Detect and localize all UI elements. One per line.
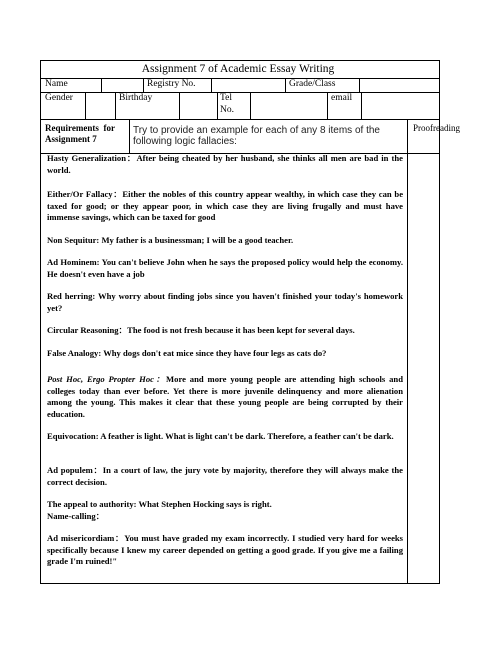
sheet-title: Assignment 7 of Academic Essay Writing <box>41 61 439 79</box>
proofreading-header: Proofreading <box>413 123 460 133</box>
requirements-text: Try to provide an example for each of any 8 items of the following logic fallacies: <box>133 125 380 147</box>
fallacy-item: Name-calling： <box>47 511 105 521</box>
fallacy-item: Either/Or Fallacy：Either the nobles of this country appear wealthy, in which case they can be taxed for good; or they appear poor, in which case they are living frugally and must have immense savings, which can be taxed for good <box>47 189 404 222</box>
gender-label: Gender <box>45 93 73 103</box>
birthday-label: Birthday <box>119 93 153 103</box>
fallacy-item: Equivocation: A feather is light. What is light can't be dark. Therefore, a feather can't be dark. <box>47 431 394 441</box>
assignment-sheet <box>40 60 460 584</box>
fallacy-item: The appeal to authority: What Stephen Hocking says is right. <box>47 499 272 509</box>
fallacy-item: Ad populem：In a court of law, the jury vote by majority, therefore they will always make the correct decision. <box>47 465 403 487</box>
fallacy-item: False Analogy: Why dogs don't eat mice since they have four legs as cats do? <box>47 348 327 358</box>
fallacy-item: Post Hoc, Ergo Propter Hoc：More and more young people are attending high schools and colleges today than ever before. Yet there is more juvenile delinquency and more alienation among the young. This makes it clear that these young people are being corrupted by their education. <box>47 374 403 419</box>
fallacy-item: Circular Reasoning：The food is not fresh because it has been kept for several days. <box>47 325 355 335</box>
fallacy-item: Hasty Generalization：After being cheated by her husband, she thinks all men are bad in the world. <box>47 153 403 175</box>
tel-label: Tel No. <box>220 93 234 115</box>
fallacy-list <box>41 153 406 583</box>
grade-label: Grade/Class <box>289 79 336 89</box>
fallacy-item: Red herring: Why worry about finding jobs since you haven't finished your today's homework yet? <box>47 291 403 313</box>
name-label: Name <box>45 79 68 89</box>
email-label: email <box>331 93 353 103</box>
fallacy-item: Non Sequitur: My father is a businessman; I will be a good teacher. <box>47 235 294 245</box>
info-row-2 <box>41 92 439 120</box>
registry-label: Registry No. <box>147 79 196 89</box>
fallacy-item: Ad misericordiam：You must have graded my exam incorrectly. I studied very hard for weeks specifically because I knew my career depended on getting a good grade. If you give me a failing grade I'm ruined!" <box>47 533 404 566</box>
info-row-1 <box>41 78 439 93</box>
fallacy-item: Ad Hominem: You can't believe John when he says the proposed policy would help the economy. He doesn't even have a job <box>47 257 403 279</box>
requirements-row <box>41 119 460 154</box>
requirements-label: Requirements for Assignment 7 <box>45 123 115 144</box>
